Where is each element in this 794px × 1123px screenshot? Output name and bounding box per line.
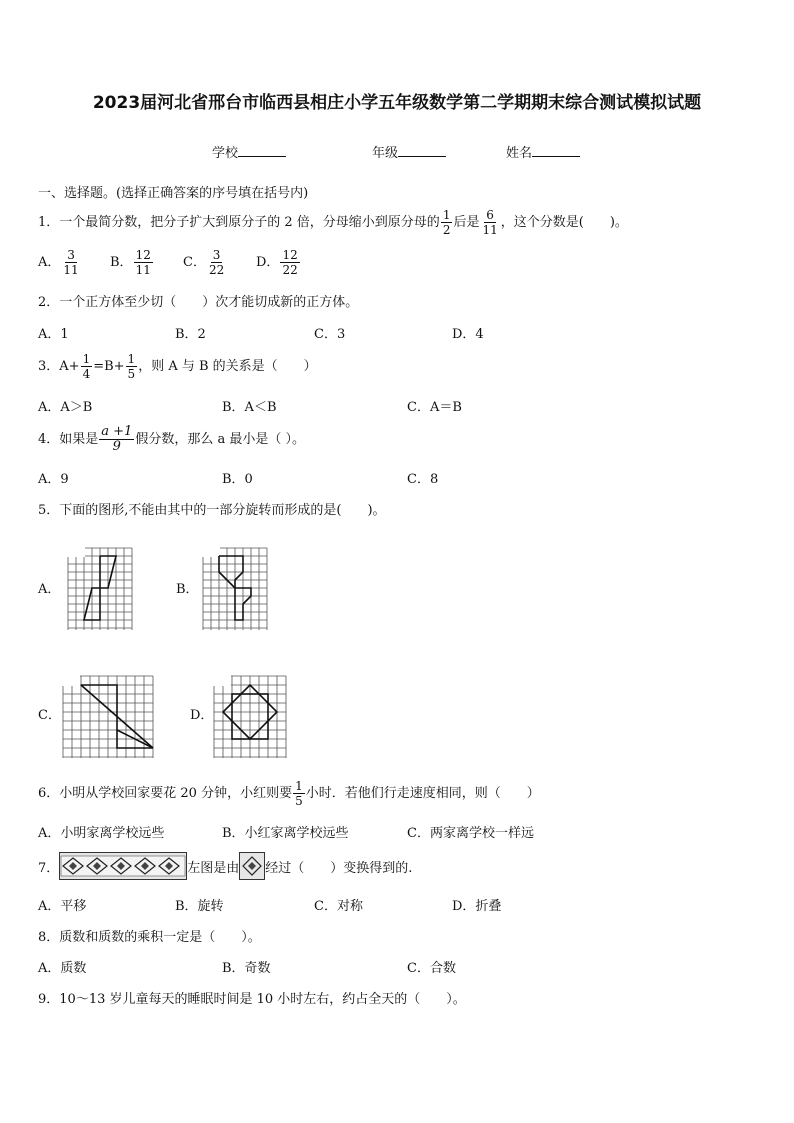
- q1-option-d[interactable]: D． $\frac{12}{22}$: [256, 248, 298, 277]
- q6-option-b[interactable]: B．小红家离学校远些: [222, 826, 349, 841]
- q3-fraction-2: $\frac{1}{5}$: [127, 352, 136, 381]
- q3-option-a[interactable]: A．A＞B: [38, 400, 93, 415]
- q2-option-a[interactable]: A．1: [38, 327, 69, 342]
- school-field[interactable]: [212, 142, 286, 161]
- q8-option-c[interactable]: C．合数: [407, 961, 456, 976]
- question-4: 4．如果是 $\frac{a +1}{9}$ 假分数，那么 a 最小是（ ）。: [38, 424, 305, 454]
- grade-label: 年级: [372, 146, 399, 161]
- q5-grid-c-figure[interactable]: [60, 673, 156, 761]
- q7-option-d[interactable]: D．折叠: [452, 899, 502, 914]
- q1-option-a[interactable]: A． $\frac{3}{11}$: [38, 248, 79, 277]
- q7-option-a[interactable]: A．平移: [38, 899, 87, 914]
- q1-option-c[interactable]: C． $\frac{3}{22}$: [183, 248, 225, 277]
- question-5: 5．下面的图形,不能由其中的一部分旋转而形成的是( )。: [38, 503, 386, 518]
- q1-text-c: ，这个分数是( )。: [500, 215, 628, 230]
- question-6: 6．小明从学校回家要花 20 分钟，小红则要 $\frac{1}{5}$ 小时．若他们行走速度相同，则（ ）: [38, 779, 540, 808]
- q8-option-a[interactable]: A．质数: [38, 961, 87, 976]
- school-blank[interactable]: [238, 144, 286, 157]
- question-3: 3．A+ $\frac{1}{4}$ =B+ $\frac{1}{5}$ ，则 A 与 B 的关系是（ ）: [38, 352, 317, 381]
- q2-option-b[interactable]: B．2: [175, 327, 206, 342]
- question-8: 8．质数和质数的乘积一定是（ ）。: [38, 930, 261, 945]
- q4-option-b[interactable]: B．0: [222, 472, 253, 487]
- q3-option-c[interactable]: C．A＝B: [407, 400, 462, 415]
- q1-fraction-2: $\frac{6}{11}$: [482, 208, 498, 237]
- q1-option-b[interactable]: B． $\frac{12}{11}$: [110, 248, 151, 277]
- question-7: 7． 左图是由 经过（ ）变换得到的.: [38, 852, 412, 880]
- q1-text-a: 1．一个最简分数，把分子扩大到原分子的 2 倍，分母缩小到原分母的: [38, 215, 440, 230]
- single-motif-image: [239, 852, 265, 880]
- section-heading: 一、选择题。(选择正确答案的序号填在括号内): [38, 186, 309, 201]
- q1-fraction-1: $\frac{1}{2}$: [442, 208, 451, 237]
- q7-option-b[interactable]: B．旋转: [175, 899, 224, 914]
- q5-grid-a-figure[interactable]: [65, 545, 140, 633]
- q3-option-b[interactable]: B．A＜B: [222, 400, 277, 415]
- q5-option-d-label[interactable]: D．: [190, 708, 214, 723]
- question-9: 9．10～13 岁儿童每天的睡眠时间是 10 小时左右，约占全天的（ ）。: [38, 992, 466, 1007]
- q3-fraction-1: $\frac{1}{4}$: [82, 352, 91, 381]
- q2-option-d[interactable]: D．4: [452, 327, 484, 342]
- grade-field[interactable]: [372, 142, 446, 161]
- q4-option-c[interactable]: C．8: [407, 472, 439, 487]
- q8-option-b[interactable]: B．奇数: [222, 961, 271, 976]
- q6-fraction: $\frac{1}{5}$: [295, 779, 303, 808]
- question-2: 2．一个正方体至少切（ ）次才能切成新的正方体。: [38, 295, 359, 310]
- name-field[interactable]: [506, 142, 580, 161]
- q5-option-b-label[interactable]: B．: [176, 582, 199, 597]
- page-title: 2023届河北省邢台市临西县相庄小学五年级数学第二学期期末综合测试模拟试题: [92, 93, 702, 113]
- q5-grid-d-figure[interactable]: [211, 673, 291, 761]
- name-label: 姓名: [506, 146, 533, 161]
- q4-option-a[interactable]: A．9: [38, 472, 69, 487]
- border-pattern-image: [59, 852, 187, 880]
- q1-text-b: 后是: [453, 215, 480, 230]
- q6-option-a[interactable]: A．小明家离学校远些: [38, 826, 165, 841]
- school-label: 学校: [212, 146, 239, 161]
- q5-option-a-label[interactable]: A．: [38, 582, 61, 597]
- q2-option-c[interactable]: C．3: [314, 327, 346, 342]
- grade-blank[interactable]: [398, 144, 446, 157]
- q4-fraction: $\frac{a +1}{9}$: [101, 424, 133, 454]
- q5-grid-b-figure[interactable]: [200, 545, 275, 633]
- q7-option-c[interactable]: C．对称: [314, 899, 363, 914]
- question-1: [38, 208, 628, 237]
- name-blank[interactable]: [532, 144, 580, 157]
- q6-option-c[interactable]: C．两家离学校一样远: [407, 826, 534, 841]
- q5-option-c-label[interactable]: C．: [38, 708, 61, 723]
